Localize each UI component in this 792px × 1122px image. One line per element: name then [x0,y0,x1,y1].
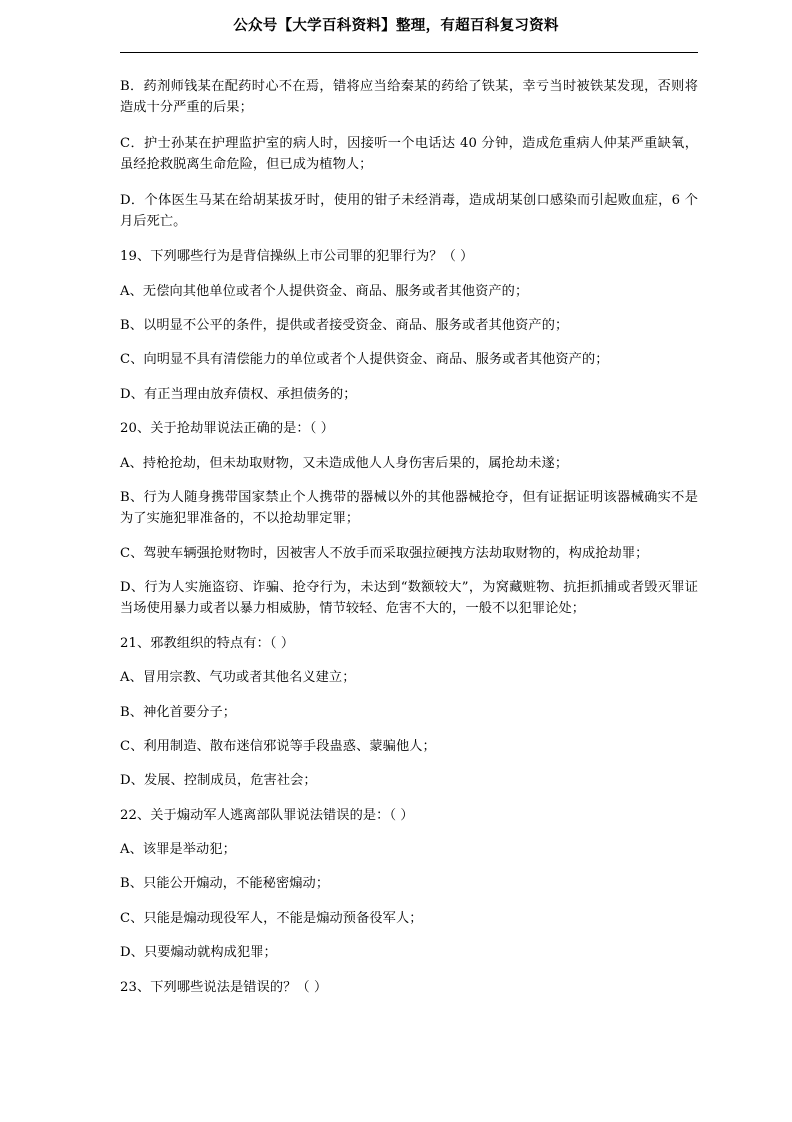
option: D、行为人实施盗窃、诈骗、抢夺行为，未达到“数额较大”，为窝藏赃物、抗拒抓捕或者毁灭罪证当场使用暴力或者以暴力相威胁，情节较轻、危害不大的，一般不以犯罪论处； [120,580,698,617]
question-20: 20、关于抢劫罪说法正确的是：（ ） [120,421,334,437]
page-header-title: 公众号【大学百科资料】整理，有超百科复习资料 [233,18,559,34]
option: B、神化首要分子； [120,704,237,720]
question-23: 23、下列哪些说法是错误的？（ ） [120,979,328,995]
paragraph: B．药剂师钱某在配药时心不在焉，错将应当给秦某的药给了铁某，幸亏当时被铁某发现，否则将造成十分严重的后果； [120,79,698,116]
option: D、只要煽动就构成犯罪； [120,945,277,961]
paragraph: D．个体医生马某在给胡某拔牙时，使用的钳子未经消毒，造成胡某创口感染而引起败血症，6 个月后死亡。 [120,192,698,229]
question-22: 22、关于煽动军人逃离部队罪说法错误的是：（ ） [120,807,414,823]
option: C、利用制造、散布迷信邪说等手段蛊惑、蒙骗他人； [120,738,436,754]
option: A、冒用宗教、气功或者其他名义建立； [120,670,356,686]
option: B、行为人随身携带国家禁止个人携带的器械以外的其他器械抢夺，但有证据证明该器械确实不是为了实施犯罪准备的，不以抢劫罪定罪； [120,489,698,527]
document-body [120,76,698,1011]
option: B、以明显不公平的条件，提供或者接受资金、商品、服务或者其他资产的； [120,318,569,333]
option: D、发展、控制成员，危害社会； [120,773,317,789]
option: A、该罪是举动犯； [120,842,236,857]
option: C、驾驶车辆强抢财物时，因被害人不放手而采取强拉硬拽方法劫取财物的，构成抢劫罪； [120,545,649,561]
option: C、只能是煽动现役军人，不能是煽动预备役军人； [120,910,423,926]
paragraph: C．护士孙某在护理监护室的病人时，因接听一个电话达 40 分钟，造成危重病人仲某严重缺氧，虽经抢救脱离生命危险，但已成为植物人； [120,135,698,173]
option: A、无偿向其他单位或者个人提供资金、商品、服务或者其他资产的； [120,283,529,299]
option: C、向明显不具有清偿能力的单位或者个人提供资金、商品、服务或者其他资产的； [120,352,609,368]
question-21: 21、邪教组织的特点有：（ ） [120,635,295,651]
option: D、有正当理由放弃债权、承担债务的； [120,386,357,402]
option: B、只能公开煽动，不能秘密煽动； [120,876,330,892]
option: A、持枪抢劫，但未劫取财物，又未造成他人人身伤害后果的，属抢劫未遂； [120,455,569,471]
header-divider [120,52,698,53]
question-19: 19、下列哪些行为是背信操纵上市公司罪的犯罪行为？（ ） [120,249,474,265]
